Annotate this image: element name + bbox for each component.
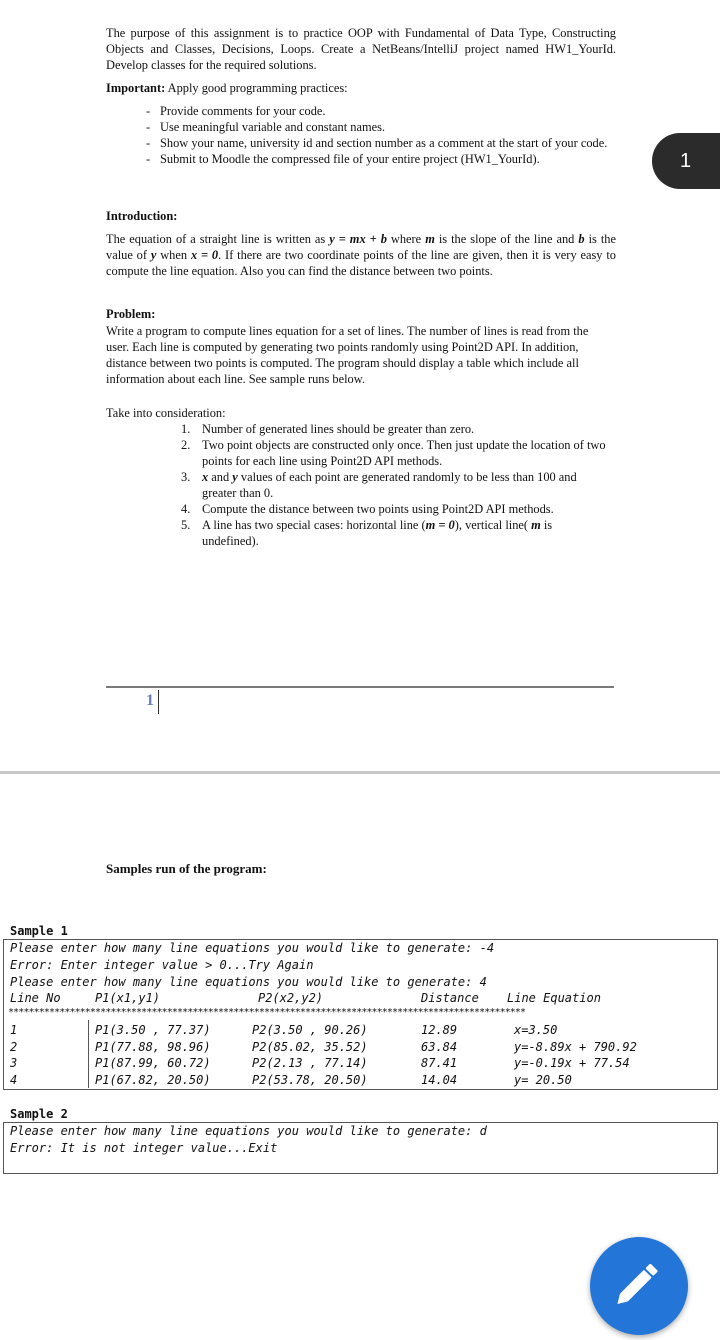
consideration-item: 4. Compute the distance between two points using Point2D API methods. xyxy=(181,502,554,516)
practice-item: - Submit to Moodle the compressed file of your entire project (HW1_YourId). xyxy=(146,151,616,167)
practice-item: - Provide comments for your code. xyxy=(146,103,616,119)
consideration-heading: Take into consideration: xyxy=(106,406,226,420)
table-cell: P2(3.50 , 90.26) xyxy=(252,1023,368,1037)
console-line: Error: Enter integer value > 0...Try Again xyxy=(10,958,314,972)
page-separator xyxy=(0,771,720,774)
table-cell: 87.41 xyxy=(421,1056,458,1070)
table-header: Line No xyxy=(10,991,61,1005)
table-cell: y=-0.19x + 77.54 xyxy=(514,1056,630,1070)
consideration-list xyxy=(178,421,610,549)
table-cell: P2(2.13 , 77.14) xyxy=(252,1056,368,1070)
table-cell: x=3.50 xyxy=(514,1023,558,1037)
table-cell: P1(87.99, 60.72) xyxy=(95,1056,211,1070)
introduction-heading: Introduction: xyxy=(106,209,178,223)
table-separator: ***************************************************************************************************** xyxy=(8,1008,526,1018)
page-indicator-badge: 1 xyxy=(652,133,720,189)
table-header: P1(x1,y1) xyxy=(95,991,161,1005)
table-cell: 1 xyxy=(10,1023,18,1037)
table-cell: P1(77.88, 98.96) xyxy=(95,1040,211,1054)
table-cell: 4 xyxy=(10,1073,18,1087)
table-cell: P1(67.82, 20.50) xyxy=(95,1073,211,1087)
practices-list xyxy=(146,103,616,167)
table-cell: 2 xyxy=(10,1040,18,1054)
pencil-icon xyxy=(590,1237,688,1335)
important-label: Important: xyxy=(106,81,166,95)
table-cell: y=-8.89x + 790.92 xyxy=(514,1040,637,1054)
table-cell: P2(85.02, 35.52) xyxy=(252,1040,368,1054)
table-cell: P2(53.78, 20.50) xyxy=(252,1073,368,1087)
console-line: Please enter how many line equations you would like to generate: d xyxy=(10,1124,487,1138)
problem-paragraph: Write a program to compute lines equation for a set of lines. The number of lines is read from the user. Each line is computed by generating two points randomly using Point2D API. In addition, distance between two points is computed. The program should display a table which include all information about each line. See sample runs below. xyxy=(106,324,589,386)
footer-page-number: 1 xyxy=(146,692,154,709)
table-header: Distance xyxy=(421,991,479,1005)
console-line: Please enter how many line equations you would like to generate: -4 xyxy=(10,941,495,955)
important-text: Apply good programming practices: xyxy=(167,81,348,95)
table-cell: 12.89 xyxy=(421,1023,458,1037)
table-cell: 3 xyxy=(10,1056,18,1070)
table-cell: y= 20.50 xyxy=(514,1073,572,1087)
edit-fab-button[interactable] xyxy=(590,1237,688,1335)
purpose-paragraph: The purpose of this assignment is to practice OOP with Fundamental of Data Type, Constructing Objects and Classes, Decisions, Loops. Create a NetBeans/IntelliJ project named HW1_YourId. Develop classes for the required solutions. xyxy=(106,26,616,72)
sample1-title: Sample 1 xyxy=(10,924,68,938)
table-cell: 14.04 xyxy=(421,1073,458,1087)
consideration-item: 2. Two point objects are constructed only once. Then just update the location of two points for each line using Point2D API methods. xyxy=(181,438,606,468)
footer-divider xyxy=(158,690,159,714)
footer-rule xyxy=(106,686,614,688)
samples-heading: Samples run of the program: xyxy=(106,861,267,876)
table-cell: P1(3.50 , 77.37) xyxy=(95,1023,211,1037)
table-cell: 63.84 xyxy=(421,1040,458,1054)
table-header: Line Equation xyxy=(507,991,601,1005)
introduction-paragraph: The equation of a straight line is written as y = mx + b where m is the slope of the line and b is the value of y when x = 0. If there are two coordinate points of the line are given, then it is very easy to compute the line equation. Also you can find the distance between two points. xyxy=(106,232,616,278)
practice-item: - Use meaningful variable and constant names. xyxy=(146,119,616,135)
consideration-item: 1. Number of generated lines should be greater than zero. xyxy=(181,422,475,436)
table-header: P2(x2,y2) xyxy=(258,991,324,1005)
console-line: Please enter how many line equations you would like to generate: 4 xyxy=(10,975,487,989)
consideration-item: 5. A line has two special cases: horizontal line (m = 0), vertical line( m is undefined). xyxy=(181,518,553,548)
console-line: Error: It is not integer value...Exit xyxy=(10,1141,278,1155)
consideration-item: 3. x and y values of each point are generated randomly to be less than 100 and greater than 0. xyxy=(181,470,577,500)
sample2-title: Sample 2 xyxy=(10,1107,68,1121)
practice-item: - Show your name, university id and section number as a comment at the start of your code. xyxy=(146,135,616,151)
important-line xyxy=(106,80,348,96)
problem-heading: Problem: xyxy=(106,307,156,321)
